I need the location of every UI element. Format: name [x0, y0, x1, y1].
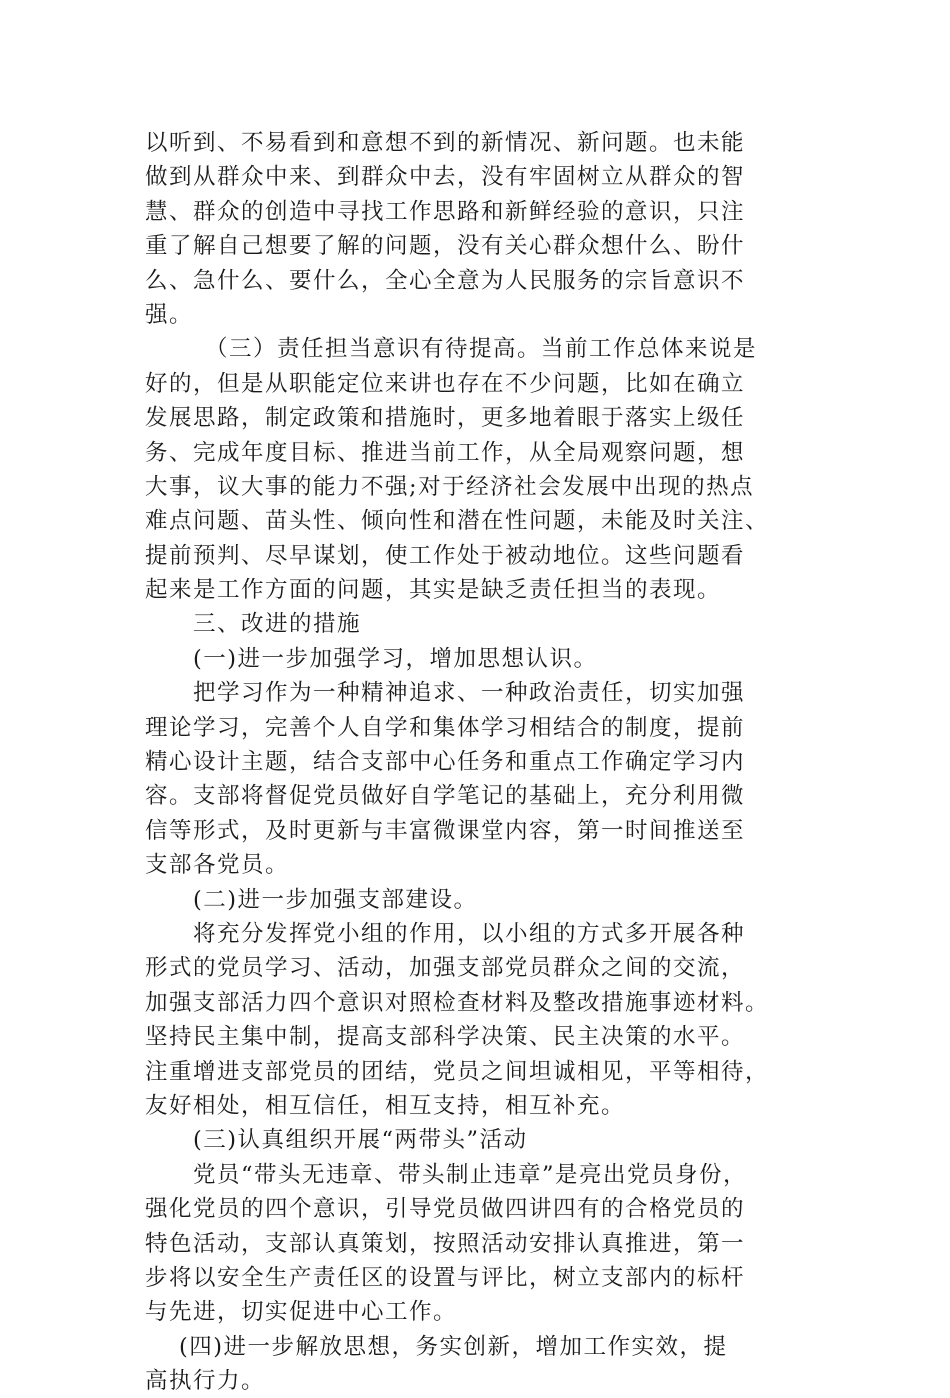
subsection-heading: (四)进一步解放思想，务实创新，增加工作实效，提	[179, 1333, 728, 1360]
text-line: 务、完成年度目标、推进当前工作，从全局观察问题，想	[145, 439, 746, 466]
text-line: 步将以安全生产责任区的设置与评比，树立支部内的标杆	[145, 1264, 746, 1291]
subsection-heading: (二)进一步加强支部建设。	[193, 886, 478, 913]
text-line: 提前预判、尽早谋划，使工作处于被动地位。这些问题看	[145, 542, 746, 569]
text-line: 加强支部活力四个意识对照检查材料及整改措施事迹材料。	[145, 989, 770, 1016]
text-line: 慧、群众的创造中寻找工作思路和新鲜经验的意识，只注	[145, 198, 746, 225]
text-line: 党员“带头无违章、带头制止违章”是亮出党员身份，	[193, 1161, 748, 1188]
text-line: 友好相处，相互信任，相互支持，相互补充。	[145, 1092, 626, 1119]
text-line: 强化党员的四个意识，引导党员做四讲四有的合格党员的	[145, 1196, 746, 1223]
text-line: 做到从群众中来、到群众中去，没有牢固树立从群众的智	[145, 164, 746, 191]
text-line: 与先进，切实促进中心工作。	[145, 1299, 458, 1326]
text-line: 坚持民主集中制，提高支部科学决策、民主决策的水平。	[145, 1024, 746, 1051]
text-line: 将充分发挥党小组的作用，以小组的方式多开展各种	[193, 920, 746, 947]
text-line: 理论学习，完善个人自学和集体学习相结合的制度，提前	[145, 714, 746, 741]
text-line: 发展思路，制定政策和措施时，更多地着眼于落实上级任	[145, 405, 746, 432]
body-text	[145, 126, 805, 1398]
text-line: 难点问题、苗头性、倾向性和潜在性问题，未能及时关注、	[145, 508, 770, 535]
subsection-heading: (三)认真组织开展“两带头”活动	[193, 1127, 528, 1154]
text-line: 强。	[145, 301, 194, 328]
text-line: 起来是工作方面的问题，其实是缺乏责任担当的表现。	[145, 577, 722, 604]
section-heading: 三、改进的措施	[193, 611, 362, 638]
text-line: 形式的党员学习、活动，加强支部党员群众之间的交流，	[145, 955, 746, 982]
text-line: 精心设计主题，结合支部中心任务和重点工作确定学习内	[145, 749, 746, 776]
text-line: 重了解自己想要了解的问题，没有关心群众想什么、盼什	[145, 233, 746, 260]
text-line: 支部各党员。	[145, 852, 290, 879]
subsection-heading: (一)进一步加强学习，增加思想认识。	[193, 645, 598, 672]
text-line: 高执行力。	[145, 1368, 266, 1395]
text-line: 大事，议大事的能力不强;对于经济社会发展中出现的热点	[145, 473, 755, 500]
text-line: 好的，但是从职能定位来讲也存在不少问题，比如在确立	[145, 370, 746, 397]
section-heading: （三）责任担当意识有待提高。当前工作总体来说是	[205, 336, 758, 363]
text-line: 注重增进支部党员的团结，党员之间坦诚相见，平等相待，	[145, 1058, 770, 1085]
text-line: 么、急什么、要什么，全心全意为人民服务的宗旨意识不	[145, 267, 746, 294]
text-line: 容。支部将督促党员做好自学笔记的基础上，充分利用微	[145, 783, 746, 810]
text-line: 以听到、不易看到和意想不到的新情况、新问题。也未能	[145, 130, 746, 156]
text-line: 把学习作为一种精神追求、一种政治责任，切实加强	[193, 680, 746, 707]
text-line: 信等形式，及时更新与丰富微课堂内容，第一时间推送至	[145, 817, 746, 844]
text-line: 特色活动，支部认真策划，按照活动安排认真推进，第一	[145, 1230, 746, 1257]
